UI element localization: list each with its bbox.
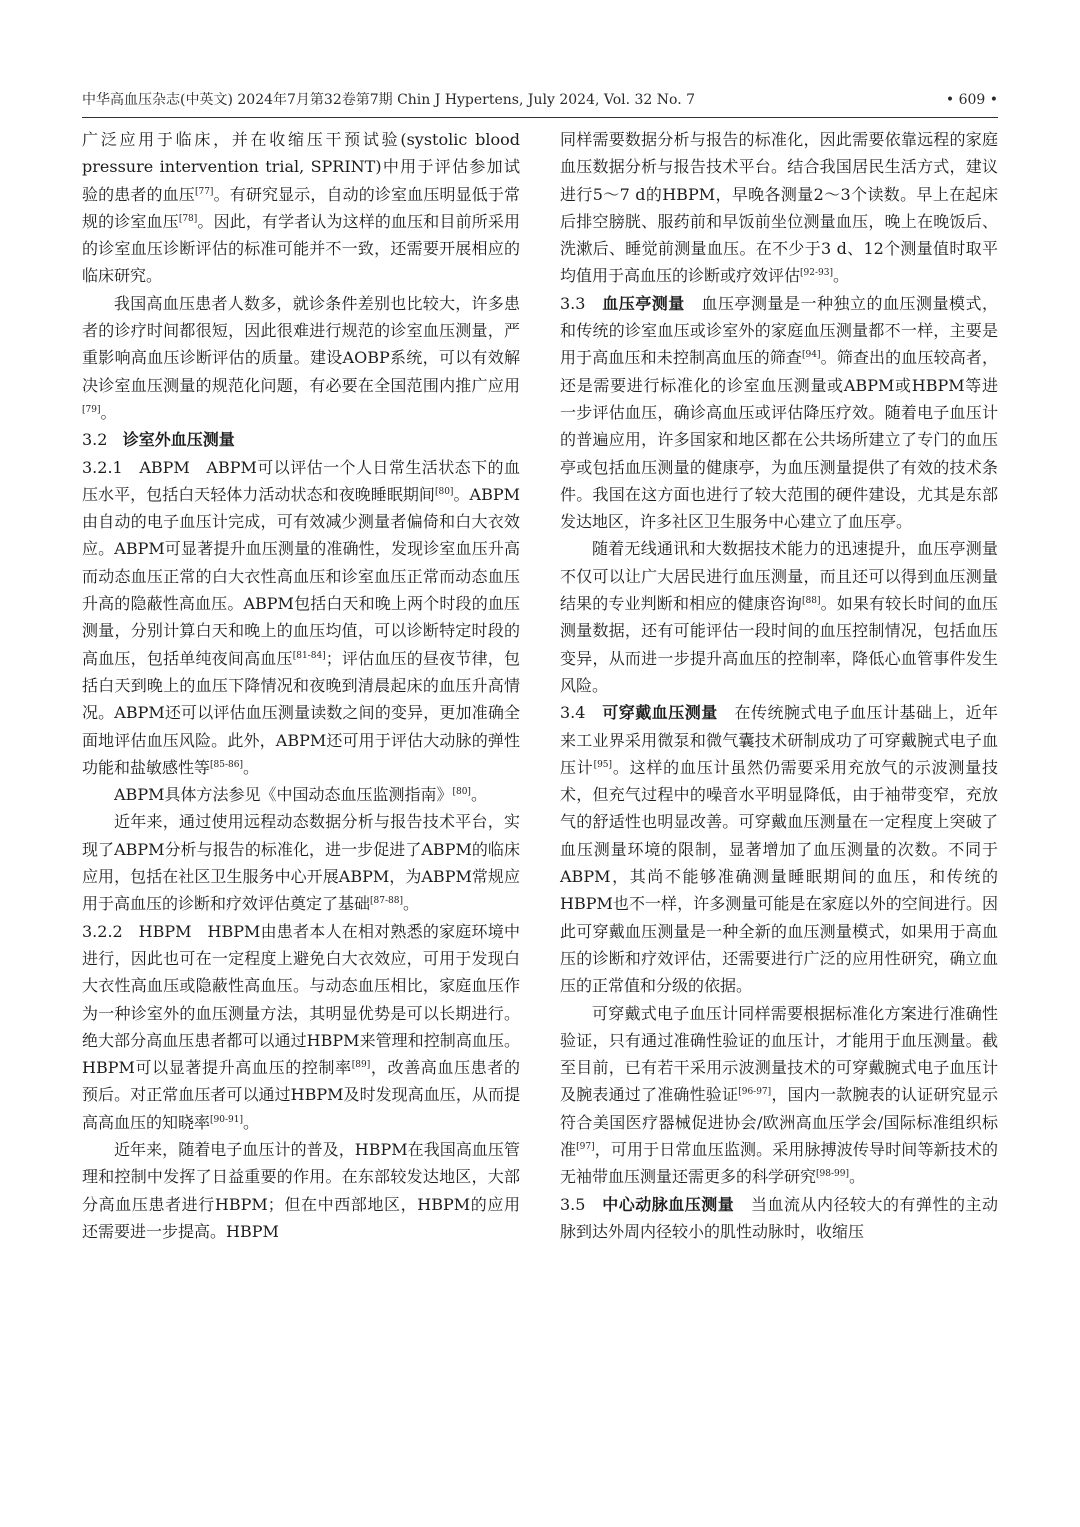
citation: [87-88] xyxy=(370,896,403,907)
citation: [96-97] xyxy=(738,1087,772,1098)
citation: [90-91] xyxy=(210,1114,243,1125)
running-header xyxy=(82,88,998,112)
section-heading-3-5: 3.5 中心动脉血压测量 xyxy=(560,1194,735,1214)
citation: [95] xyxy=(593,759,613,770)
citation: [89] xyxy=(351,1060,371,1071)
section-heading-3-2: 3.2 诊室外血压测量 xyxy=(82,430,235,450)
section-heading-3-3: 3.3 血压亭测量 xyxy=(560,293,685,313)
citation: [81-84] xyxy=(292,650,326,661)
paragraph: 近年来，通过使用远程动态数据分析与报告技术平台，实现了ABPM分析与报告的标准化，进一步促进了ABPM的临床应用，包括在社区卫生服务中心开展ABPM，为ABPM常规应用于高血压的诊断和疗效评估奠定了基础[87-88]。 xyxy=(82,812,520,914)
paragraph: 广泛应用于临床，并在收缩压干预试验(systolic blood pressure intervention trial, SPRINT)中用于评估参加试验的患者的血压[77]。有研究显示，自动的诊室血压明显低于常规的诊室血压[78]。因此，有学者认为这样的血压和目前所采用的诊室血压诊断评估的标准可能并不一致，还需要开展相应的临床研究。 xyxy=(82,130,520,286)
paragraph: 可穿戴式电子血压计同样需要根据标准化方案进行准确性验证，只有通过准确性验证的血压计，才能用于血压测量。截至目前，已有若干采用示波测量技术的可穿戴腕式电子血压计及腕表通过了准确性验证[96-97]，国内一款腕表的认证研究显示符合美国医疗器械促进协会/欧洲高血压学会/国际标准组织标准[97]，可用于日常血压监测。采用脉搏波传导时间等新技术的无袖带血压测量还需更多的科学研究[98-99]。 xyxy=(560,1003,998,1187)
citation: [80] xyxy=(452,787,471,798)
citation: [77] xyxy=(194,186,214,197)
page-number: • 609 • xyxy=(945,92,998,108)
citation: [80] xyxy=(434,486,454,497)
citation: [98-99] xyxy=(816,1169,849,1180)
paragraph: 我国高血压患者人数多，就诊条件差别也比较大，许多患者的诊疗时间都很短，因此很难进行规范的诊室血压测量，严重影响高血压诊断评估的质量。建设AOBP系统，可以有效解决诊室血压测量的规范化问题，有必要在全国范围内推广应用[79]。 xyxy=(82,293,520,422)
paragraph: 3.4 可穿戴血压测量 在传统腕式电子血压计基础上，近年来工业界采用微泵和微气囊技术研制成功了可穿戴腕式电子血压计[95]。这样的血压计虽然仍需要采用充放气的示波测量技术，但充气过程中的噪音水平明显降低，由于袖带变窄，充放气的舒适性也明显改善。可穿戴血压测量在一定程度上突破了血压测量环境的限制，显著增加了血压测量的次数。不同于ABPM，其尚不能够准确测量睡眠期间的血压，和传统的HBPM也不一样，许多测量可能是在家庭以外的空间进行。因此可穿戴血压测量是一种全新的血压测量模式，如果用于高血压的诊断和疗效评估，还需要进行广泛的应用性研究，确立血压的正常值和分级的依据。 xyxy=(560,703,998,996)
paragraph: 近年来，随着电子血压计的普及，HBPM在我国高血压管理和控制中发挥了日益重要的作用。在东部较发达地区，大部分高血压患者进行HBPM；但在中西部地区，HBPM的应用还需要进一步提高。HBPM xyxy=(82,1139,520,1241)
header-rule xyxy=(82,117,998,118)
left-column xyxy=(82,126,520,1245)
right-column xyxy=(560,126,998,1245)
citation: [88] xyxy=(802,596,821,607)
citation: [85-86] xyxy=(210,759,243,770)
section-heading-3-4: 3.4 可穿戴血压测量 xyxy=(560,703,718,723)
journal-citation: 中华高血压杂志(中英文) 2024年7月第32卷第7期 Chin J Hypertens, July 2024, Vol. 32 No. 7 xyxy=(82,92,696,108)
citation: [79] xyxy=(82,404,101,415)
citation: [94] xyxy=(802,350,821,361)
paragraph: ABPM具体方法参见《中国动态血压监测指南》[80]。 xyxy=(114,785,487,805)
citation: [97] xyxy=(576,1141,595,1152)
subsection-heading-3-2-1: 3.2.1 ABPM xyxy=(82,457,190,477)
paragraph: 3.2.2 HBPM HBPM由患者本人在相对熟悉的家庭环境中进行，因此也可在一定程度上避免白大衣效应，可用于发现白大衣性高血压或隐蔽性高血压。与动态血压相比，家庭血压作为一种诊室外的血压测量方法，其明显优势是可以长期进行。绝大部分高血压患者都可以通过HBPM来管理和控制高血压。HBPM可以显著提升高血压的控制率[89]，改善高血压患者的预后。对正常血压者可以通过HBPM及时发现高血压，从而提高高血压的知晓率[90-91]。 xyxy=(82,921,520,1132)
paragraph: 3.5 中心动脉血压测量 当血流从内径较大的有弹性的主动脉到达外周内径较小的肌性动脉时，收缩压 xyxy=(560,1194,998,1241)
citation: [92-93] xyxy=(800,268,833,279)
paragraph: 同样需要数据分析与报告的标准化，因此需要依靠远程的家庭血压数据分析与报告技术平台。结合我国居民生活方式，建议进行5～7 d的HBPM，早晚各测量2～3个读数。早上在起床后排空膀胱、服药前和早饭前坐位测量血压，晚上在晚饭后、洗漱后、睡觉前测量血压。在不少于3 d、12个测量值时取平均值用于高血压的诊断或疗效评估[92-93]。 xyxy=(560,130,998,286)
paragraph: 3.2.1 ABPM ABPM可以评估一个人日常生活状态下的血压水平，包括白天轻体力活动状态和夜晚睡眠期间[80]。ABPM由自动的电子血压计完成，可有效减少测量者偏倚和白大衣效应。ABPM可显著提升血压测量的准确性，发现诊室血压升高而动态血压正常的白大衣性高血压和诊室血压正常而动态血压升高的隐蔽性高血压。ABPM包括白天和晚上两个时段的血压测量，分别计算白天和晚上的血压均值，可以诊断特定时段的高血压，包括单纯夜间高血压[81-84]；评估血压的昼夜节律，包括白天到晚上的血压下降情况和夜晚到清晨起床的血压升高情况。ABPM还可以评估血压测量读数之间的变异，更加准确全面地评估血压风险。此外，ABPM还可用于评估大动脉的弹性功能和盐敏感性等[85-86]。 xyxy=(82,457,521,777)
paragraph: 随着无线通讯和大数据技术能力的迅速提升，血压亭测量不仅可以让广大居民进行血压测量，而且还可以得到血压测量结果的专业判断和相应的健康咨询[88]。如果有较长时间的血压测量数据，还有可能评估一段时间的血压控制情况，包括血压变异，从而进一步提升高血压的控制率，降低心血管事件发生风险。 xyxy=(560,539,998,695)
citation: [78] xyxy=(178,213,198,224)
paragraph: 3.3 血压亭测量 血压亭测量是一种独立的血压测量模式，和传统的诊室血压或诊室外的家庭血压测量都不一样，主要是用于高血压和未控制高血压的筛查[94]。筛查出的血压较高者，还是需要进行标准化的诊室血压测量或ABPM或HBPM等进一步评估血压，确诊高血压或评估降压疗效。随着电子血压计的普遍应用，许多国家和地区都在公共场所建立了专门的血压亭或包括血压测量的健康亭，为血压测量提供了有效的技术条件。我国在这方面也进行了较大范围的硬件建设，尤其是东部发达地区，许多社区卫生服务中心建立了血压亭。 xyxy=(560,293,998,532)
subsection-heading-3-2-2: 3.2.2 HBPM xyxy=(82,921,192,941)
